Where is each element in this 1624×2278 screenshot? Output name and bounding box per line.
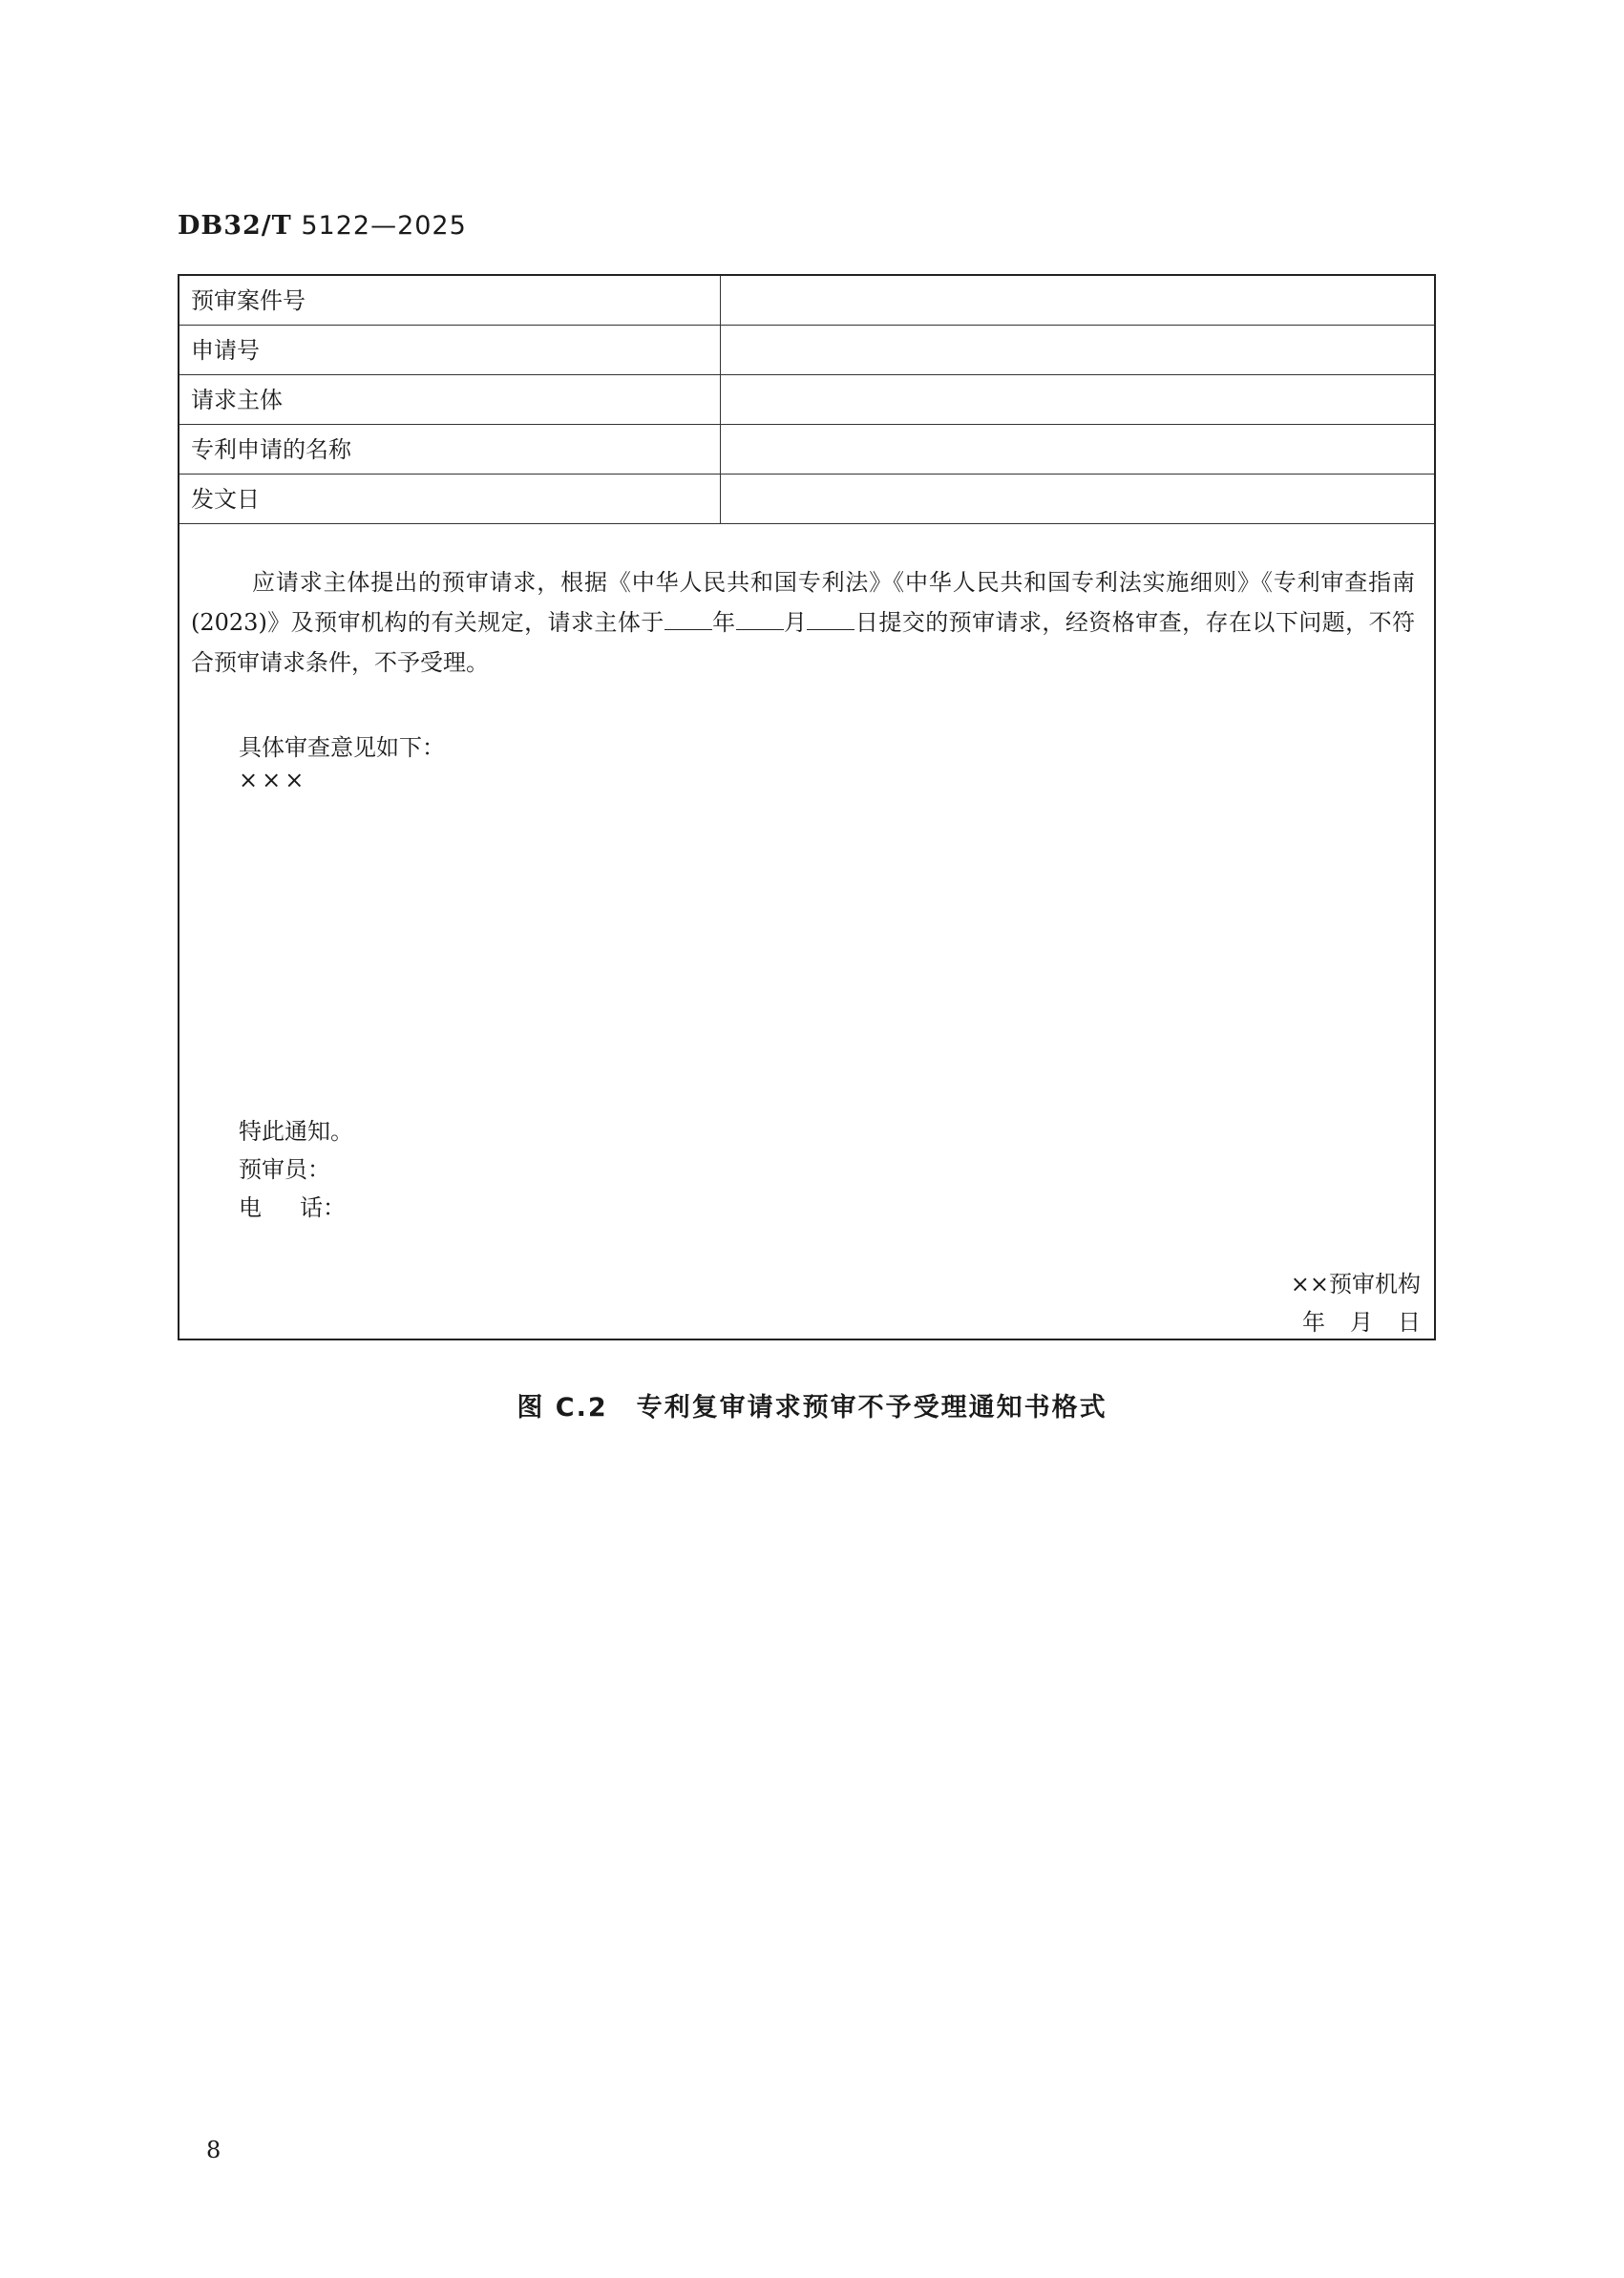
info-table [179, 276, 1434, 524]
field-label-requester: 请求主体 [179, 375, 721, 424]
document-code [178, 211, 467, 241]
field-value-case-number [721, 276, 1434, 325]
paragraph-part1: 应请求主体提出的预审请求，根据《中华人民共和国专利法》《中华人民共和国专利法实施细则》《专利审查指南(2023)》及预审机构的有关规定，请求主体于 [191, 569, 1415, 636]
figure-title: 专利复审请求预审不予受理通知书格式 [636, 1393, 1107, 1423]
notice-form [178, 274, 1436, 1340]
field-value-patent-name [721, 425, 1434, 474]
standard-number: 5122—2025 [301, 211, 467, 241]
phone-label-char2: 话： [300, 1194, 346, 1221]
date-year: 年 [1302, 1309, 1325, 1336]
opinion-value: ××× [239, 767, 308, 793]
examiner-label: 预审员： [239, 1156, 330, 1183]
table-row [179, 276, 1434, 326]
page-number: 8 [206, 2137, 221, 2163]
field-label-case-number: 预审案件号 [179, 276, 721, 325]
issuing-organization: ××预审机构 [1290, 1271, 1421, 1297]
table-row [179, 375, 1434, 425]
year-blank [664, 610, 712, 630]
month-blank [736, 610, 784, 630]
date-month: 月 [1350, 1309, 1373, 1336]
table-row [179, 425, 1434, 475]
phone-label [239, 1189, 346, 1222]
notice-paragraph [191, 562, 1415, 683]
date-day: 日 [1398, 1309, 1421, 1336]
table-row [179, 475, 1434, 524]
standard-prefix: DB32/T [178, 211, 292, 241]
field-label-patent-name: 专利申请的名称 [179, 425, 721, 474]
opinion-label: 具体审查意见如下： [239, 734, 445, 761]
field-value-application-number [721, 326, 1434, 374]
table-row [179, 326, 1434, 375]
day-blank [807, 610, 854, 630]
field-label-application-number: 申请号 [179, 326, 721, 374]
notice-body [179, 526, 1434, 1339]
phone-label-char1: 电 [239, 1194, 262, 1221]
paragraph-part2: 日提交的预审请求，经资格审查，存在以下问题，不符合预审请求条件，不予受理。 [191, 609, 1416, 676]
field-label-issue-date: 发文日 [179, 475, 721, 523]
paragraph-year: 年 [711, 609, 736, 636]
figure-caption [0, 1386, 1624, 1424]
field-value-issue-date [721, 475, 1434, 523]
paragraph-month: 月 [783, 609, 808, 636]
field-value-requester [721, 375, 1434, 424]
signature-date [1277, 1303, 1421, 1337]
notice-closing: 特此通知。 [239, 1118, 353, 1145]
figure-number: 图 C.2 [517, 1393, 608, 1423]
